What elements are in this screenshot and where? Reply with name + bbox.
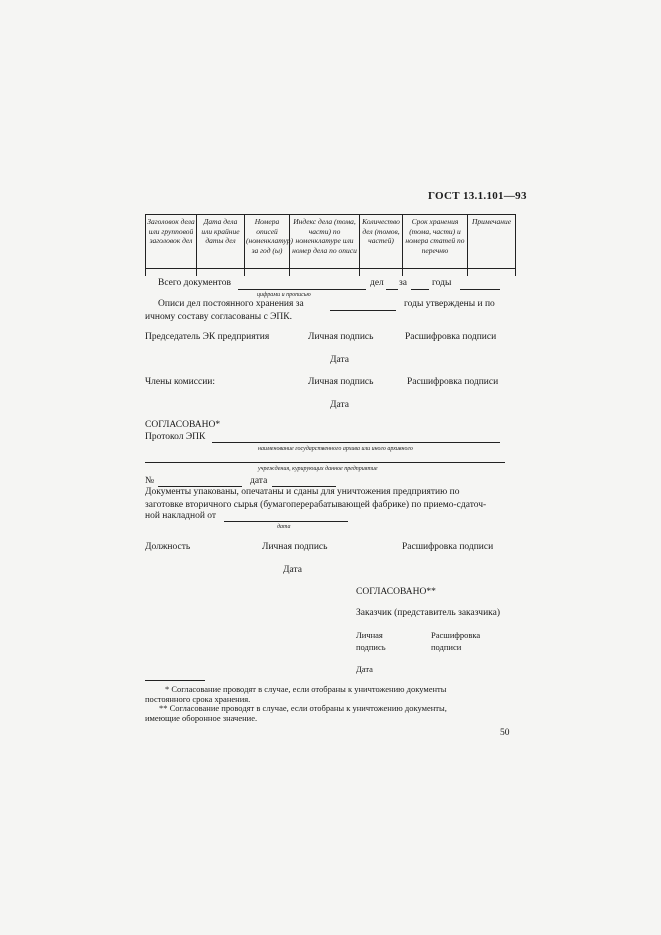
table-header-row — [146, 215, 516, 269]
position-signature: Личная подпись — [262, 542, 328, 552]
destruction-line-2: заготовке вторичного сырья (бумагоперерабатывающей фабрике) по приемо-сдаточ- — [145, 500, 487, 510]
page-number: 50 — [500, 728, 510, 738]
agreed-title-1: СОГЛАСОВАНО* — [145, 420, 221, 430]
footnote-2-line-1: ** Согласование проводят в случае, если отобраны к уничтожению документы, — [159, 703, 447, 713]
customer-decoding-2: подписи — [431, 642, 462, 652]
number-label: № — [145, 476, 155, 486]
totals-years: годы — [432, 278, 452, 288]
protocol-caption-2: учреждения, курирующих данное предприятие — [258, 466, 378, 472]
members-signature: Личная подпись — [308, 377, 374, 387]
customer-label: Заказчик (представитель заказчика) — [356, 608, 501, 618]
approval-years-blank — [330, 310, 396, 311]
position-date: Дата — [283, 565, 302, 575]
position-decoding: Расшифровка подписи — [402, 542, 494, 552]
customer-signature-1: Личная — [356, 630, 383, 640]
inventory-table — [145, 214, 516, 276]
agreed-title-2: СОГЛАСОВАНО** — [356, 587, 436, 597]
col-header: Количество дел (томов, частей) — [360, 215, 403, 269]
chairman-decoding: Расшифровка подписи — [405, 332, 497, 342]
members-date: Дата — [330, 400, 349, 410]
totals-label: Всего документов — [158, 278, 231, 288]
approval-text-1: Описи дел постоянного хранения за — [158, 299, 304, 309]
protocol-caption-1: наименование государственного архива или иного архивного — [258, 446, 413, 452]
totals-cases: дел — [370, 278, 384, 288]
chairman-date: Дата — [330, 355, 349, 365]
col-header: Индекс дела (тома, части) по номенклатуре или номер дела по описи — [290, 215, 360, 269]
footnote-1-line-1: * Согласование проводят в случае, если отобраны к уничтожению документы — [165, 684, 447, 694]
totals-caption: цифрами и прописью — [257, 292, 311, 298]
protocol-blank — [212, 442, 500, 443]
position-role: Должность — [145, 542, 191, 552]
destruction-line-3: ной накладной от — [145, 511, 217, 521]
col-header: Заголовок дела или групповой заголовок дел — [146, 215, 197, 269]
table-empty-row — [146, 269, 516, 277]
col-header: Дата дела или крайние даты дел — [197, 215, 245, 269]
col-header: Примечание — [468, 215, 516, 269]
members-role: Члены комиссии: — [145, 377, 216, 387]
col-header: Срок хранения (тома, части) и номера статей по перечню — [403, 215, 468, 269]
document-code: ГОСТ 13.1.101—93 — [428, 190, 527, 202]
approval-text-3: ичному составу согласованы с ЭПК. — [145, 312, 292, 322]
protocol-blank-2 — [145, 462, 505, 463]
footnote-2-line-2: имеющие оборонное значение. — [145, 713, 258, 723]
protocol-label: Протокол ЭПК — [145, 432, 206, 442]
col-header: Номера описей (номенклатур) за год (ы) — [245, 215, 290, 269]
customer-date: Дата — [356, 664, 373, 674]
date-label: дата — [250, 476, 268, 486]
footnote-rule — [145, 680, 205, 681]
footnote-1-line-2: постоянного срока хранения. — [145, 694, 251, 704]
customer-signature-2: подпись — [356, 642, 386, 652]
chairman-role: Председатель ЭК предприятия — [145, 332, 270, 342]
chairman-signature: Личная подпись — [308, 332, 374, 342]
approval-text-2: годы утверждены и по — [404, 299, 495, 309]
customer-decoding-1: Расшифровка — [431, 630, 481, 640]
destruction-line-1: Документы упакованы, опечатаны и сданы для уничтожения предприятию по — [145, 487, 460, 497]
totals-for: за — [399, 278, 407, 288]
invoice-date-caption: дата — [277, 524, 291, 530]
totals-blank — [238, 289, 366, 290]
invoice-date-blank — [224, 521, 348, 522]
members-decoding: Расшифровка подписи — [407, 377, 499, 387]
